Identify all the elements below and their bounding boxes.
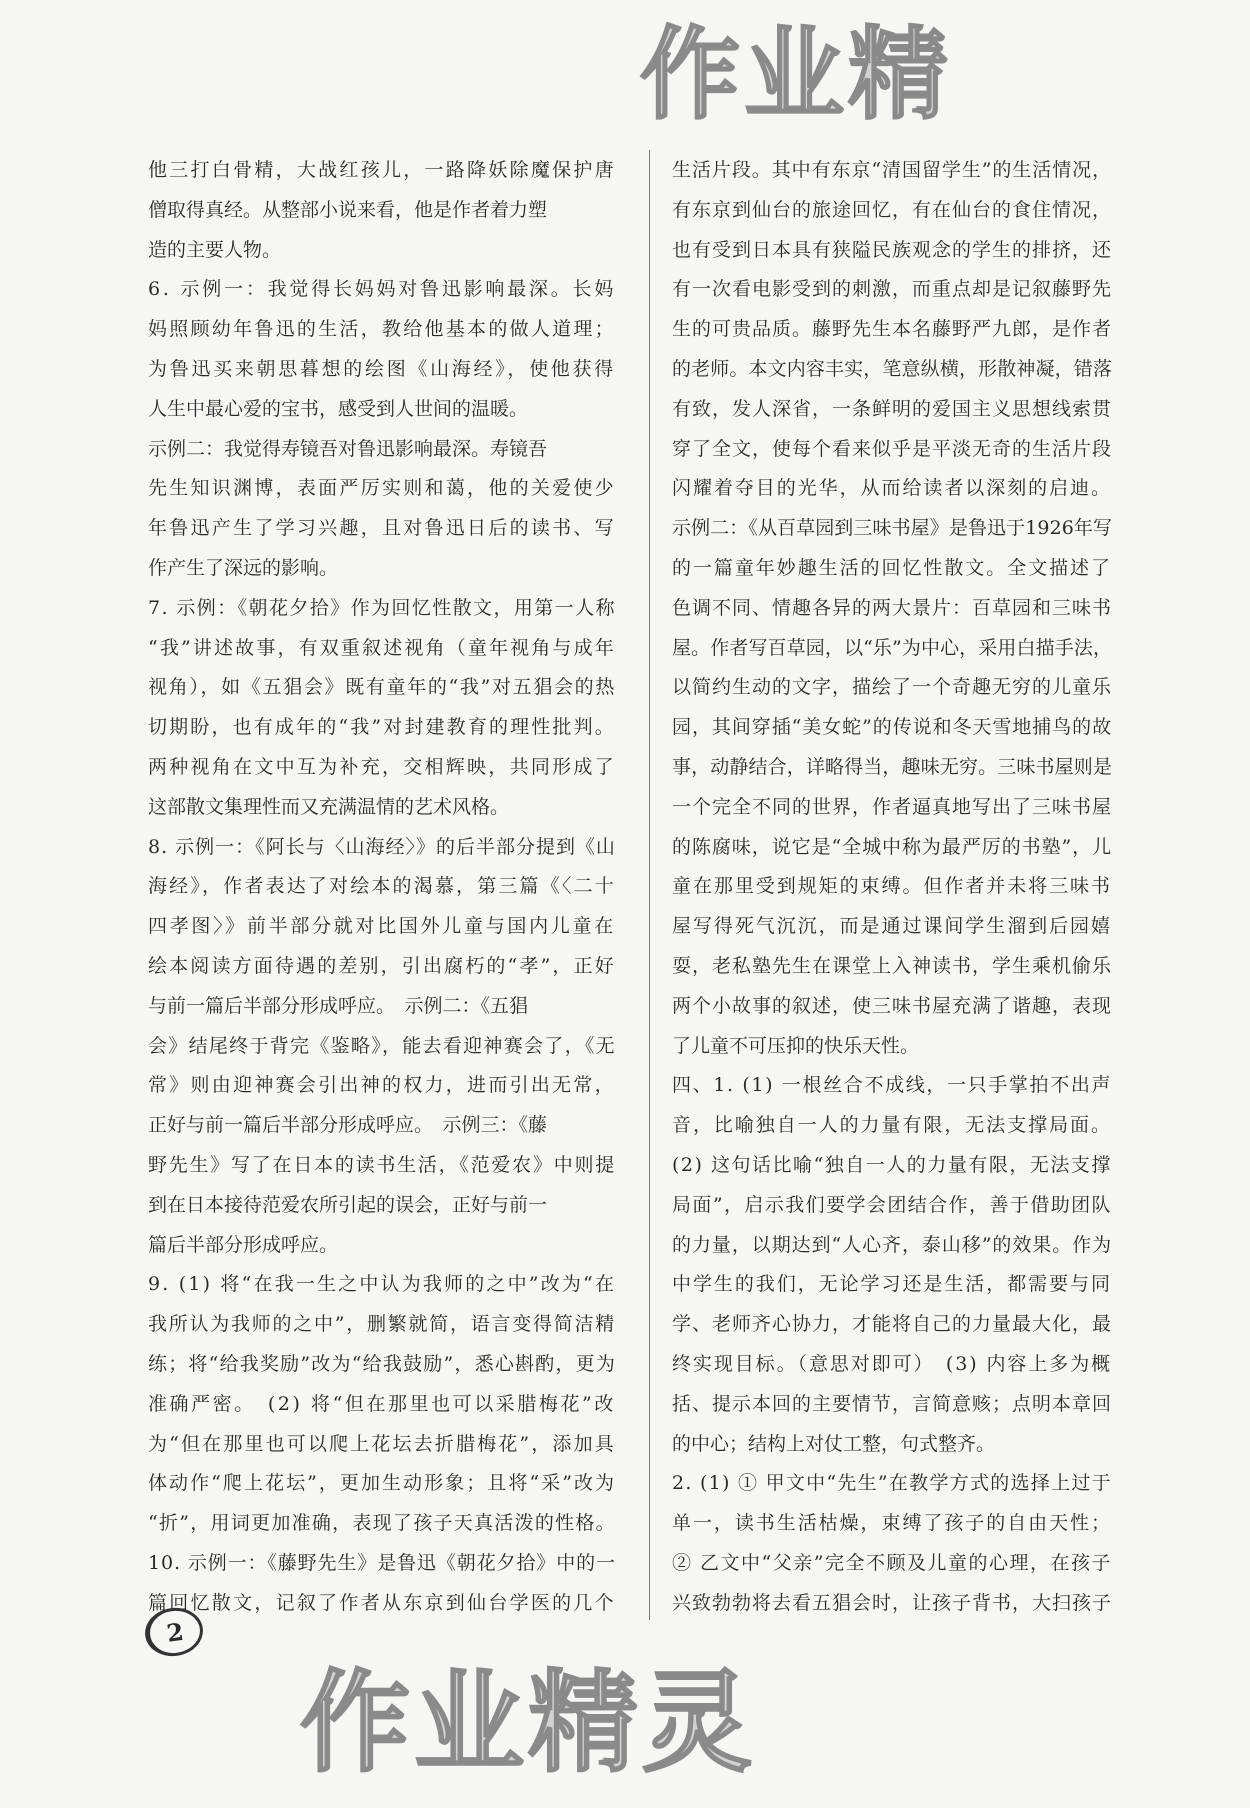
column-divider (649, 150, 650, 1620)
text-line: 篇后半部分形成呼应。 (148, 1233, 339, 1256)
text-line: 的一篇童年妙趣生活的回忆性散文。全文描述了 (672, 556, 1112, 579)
text-line: (2) 这句话比喻“独自一人的力量有限，无法支撑 (672, 1153, 1112, 1176)
text-line: 的老师。本文内容丰实，笔意纵横，形散神凝，错落 (672, 357, 1112, 380)
watermark-top: 作业精 (640, 16, 952, 133)
text-line: 童在那里受到规矩的束缚。但作者并未将三味书 (672, 875, 1112, 898)
text-line: 耍，老私塾先生在课堂上入神读书，学生乘机偷乐 (672, 954, 1113, 977)
text-line: 两个小故事的叙述，使三味书屋充满了谐趣，表现 (672, 994, 1113, 1017)
text-line: 单一，读书生活枯燥，束缚了孩子的自由天性； (672, 1512, 1112, 1535)
text-line: 我所认为我师的之中”，删繁就简，语言变得简洁精 (148, 1313, 616, 1336)
text-line: 先生知识渊博，表面严厉实则和蔼，他的关爱使少 (148, 477, 616, 500)
page-number: 2 (142, 1604, 206, 1660)
text-line: 到在日本接待范爱农所引起的误会，正好与前一 (148, 1193, 548, 1216)
text-line: 一个完全不同的世界，作者逼真地写出了三味书屋 (672, 795, 1113, 818)
text-line: 的陈腐味，说它是“全城中称为最严厉的书塾”，儿 (672, 835, 1113, 858)
text-line: 常》则由迎神赛会引出神的权力，进而引出无常， (148, 1074, 616, 1097)
text-line: 作产生了深远的影响。 (148, 556, 339, 579)
text-line: 音，比喻独自一人的力量有限，无法支撑局面。 (672, 1114, 1112, 1137)
text-line: 2. (1) ① 甲文中“先生”在教学方式的选择上过于 (672, 1472, 1112, 1495)
text-line: 兴致勃勃将去看五猖会时，让孩子背书，大扫孩子 (672, 1591, 1113, 1614)
text-line: “折”，用词更加准确，表现了孩子天真活泼的性格。 (148, 1512, 616, 1535)
text-line: 也有受到日本具有狭隘民族观念的学生的排挤，还 (672, 238, 1113, 261)
text-line: 他三打白骨精，大战红孩儿，一路降妖除魔保护唐 (148, 159, 616, 181)
text-line: 7. 示例：《朝花夕拾》作为回忆性散文，用第一人称 (148, 596, 616, 619)
text-line: 的力量，以期达到“人心齐，泰山移”的效果。作为 (672, 1233, 1113, 1256)
text-line: 僧取得真经。从整部小说来看，他是作者着力塑 (148, 198, 548, 221)
text-line: 视角），如《五猖会》既有童年的“我”对五猖会的热 (148, 676, 617, 699)
text-line: “我”讲述故事，有双重叙述视角（童年视角与成年 (148, 636, 616, 659)
text-line: 穿了全文，使每个看来似乎是平淡无奇的生活片段 (672, 437, 1113, 460)
text-line: 屋。作者写百草园，以“乐”为中心，采用白描手法， (672, 636, 1113, 659)
text-line: 正好与前一篇后半部分形成呼应。 示例三：《藤 (148, 1114, 548, 1137)
text-line: 以简约生动的文字，描绘了一个奇趣无穷的儿童乐 (672, 676, 1113, 699)
watermark-bottom: 作业精灵 (300, 1659, 756, 1787)
text-line: 为鲁迅买来朝思暮想的绘图《山海经》，使他获得 (148, 357, 616, 380)
text-line: 示例二：我觉得寿镜吾对鲁迅影响最深。寿镜吾 (148, 437, 548, 460)
left-text-column (148, 151, 616, 1623)
text-line: 篇回忆散文，记叙了作者从东京到仙台学医的几个 (148, 1591, 616, 1614)
text-line: 绘本阅读方面待遇的差别，引出腐朽的“孝”，正好 (148, 954, 616, 977)
text-line: 妈照顾幼年鲁迅的生活，教给他基本的做人道理； (148, 318, 616, 341)
text-line: 园，其间穿插“美女蛇”的传说和冬天雪地捕鸟的故 (672, 716, 1113, 739)
text-line: 为“但在那里也可以爬上花坛去折腊梅花”，添加具 (148, 1432, 616, 1455)
text-line: 闪耀着夺目的光华，从而给读者以深刻的启迪。 (672, 477, 1112, 500)
text-line: 中学生的我们，无论学习还是生活，都需要与同 (672, 1273, 1112, 1296)
text-line: 事，动静结合，详略得当，趣味无穷。三味书屋则是 (672, 755, 1112, 778)
text-line: 屋写得死气沉沉，而是通过课间学生溜到后园嬉 (672, 915, 1112, 938)
text-line: 局面”，启示我们要学会团结合作，善于借助团队 (672, 1193, 1112, 1216)
text-line: 与前一篇后半部分形成呼应。 示例二：《五猖 (148, 994, 529, 1017)
text-line: 年鲁迅产生了学习兴趣，且对鲁迅日后的读书、写 (148, 517, 616, 540)
text-line: 练；将“给我奖励”改为“给我鼓励”，悉心斟酌，更为 (148, 1352, 617, 1375)
text-line: 会》结尾终于背完《鉴略》，能去看迎神赛会了，《无 (148, 1034, 616, 1057)
text-line: 切期盼，也有成年的“我”对封建教育的理性批判。 (148, 716, 616, 739)
text-line: 体动作“爬上花坛”，更加生动形象；且将“采”改为 (148, 1472, 617, 1495)
text-line: 学、老师齐心协力，才能将自己的力量最大化，最 (672, 1313, 1113, 1336)
text-line: 8. 示例一：《阿长与〈山海经〉》的后半部分提到《山 (148, 835, 616, 858)
text-line: 有东京到仙台的旅途回忆，有在仙台的食住情况， (672, 198, 1113, 221)
text-line: 两种视角在文中互为补充，交相辉映，共同形成了 (148, 755, 616, 778)
text-line: 括、提示本回的主要情节，言简意赅；点明本章回 (672, 1392, 1113, 1415)
text-line: 色调不同、情趣各异的两大景片：百草园和三味书 (672, 596, 1113, 619)
text-line: 示例二：《从百草园到三味书屋》是鲁迅于1926年写 (672, 517, 1113, 540)
text-line: 有一次看电影受到的刺激，而重点却是记叙藤野先 (672, 278, 1113, 301)
text-line: 10. 示例一：《藤野先生》是鲁迅《朝花夕拾》中的一 (148, 1551, 616, 1574)
text-line: 这部散文集理性而又充满温情的艺术风格。 (148, 795, 510, 818)
text-line: 6. 示例一：我觉得长妈妈对鲁迅影响最深。长妈 (148, 278, 617, 301)
text-line: 有致，发人深省，一条鲜明的爱国主义思想线索贯 (672, 397, 1113, 420)
text-line: 人生中最心爱的宝书，感受到人世间的温暖。 (148, 397, 529, 420)
text-line: 四、1. (1) 一根丝合不成线，一只手掌拍不出声 (672, 1074, 1113, 1097)
text-line: 海经》，作者表达了对绘本的渴慕，第三篇《〈二十 (148, 875, 616, 898)
text-line: 的中心；结构上对仗工整，句式整齐。 (672, 1432, 996, 1455)
text-line: 造的主要人物。 (148, 238, 282, 261)
text-line: 生的可贵品质。藤野先生本名藤野严九郎，是作者 (672, 318, 1113, 341)
text-line: 9. (1) 将“在我一生之中认为我师的之中”改为“在 (148, 1273, 617, 1296)
right-text-column (672, 151, 1112, 1623)
text-line: 生活片段。其中有东京“清国留学生”的生活情况， (672, 159, 1113, 181)
text-line: 准确严密。 (2) 将“但在那里也可以采腊梅花”改 (148, 1392, 616, 1415)
text-line: 了儿童不可压抑的快乐天性。 (672, 1034, 920, 1057)
text-line: ② 乙文中“父亲”完全不顾及儿童的心理，在孩子 (672, 1551, 1112, 1574)
text-line: 野先生》写了在日本的读书生活，《范爱农》中则提 (148, 1153, 616, 1176)
text-line: 终实现目标。（意思对即可） (3) 内容上多为概 (672, 1352, 1113, 1375)
text-line: 四孝图〉》前半部分就对比国外儿童与国内儿童在 (148, 915, 616, 938)
